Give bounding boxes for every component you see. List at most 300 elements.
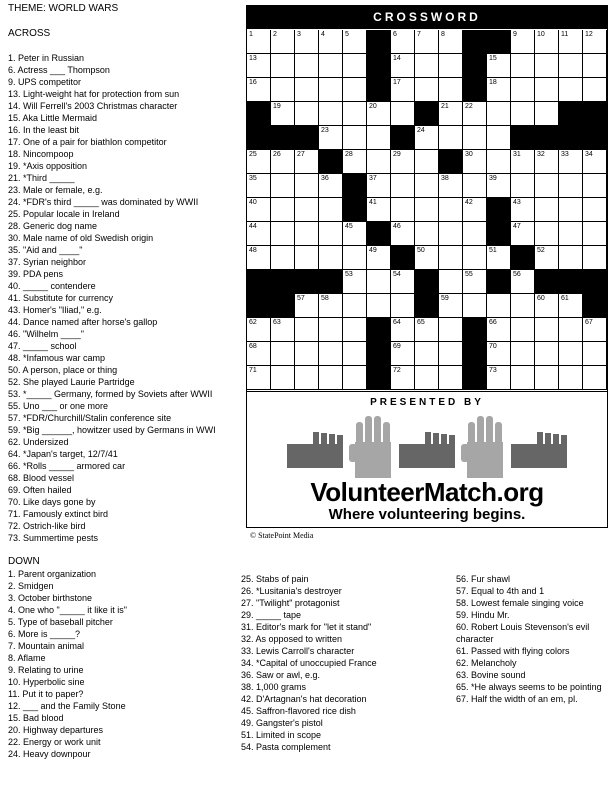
clue-item: 25. Popular locale in Ireland <box>8 209 120 219</box>
grid-cell[interactable] <box>343 150 367 174</box>
black-square <box>343 198 367 222</box>
clue-item: 18. Nincompoop <box>8 149 74 159</box>
grid-cell[interactable] <box>559 54 583 78</box>
clue-item: 37. Syrian neighbor <box>8 257 87 267</box>
clue-number: 11 <box>561 31 569 38</box>
grid-cell[interactable] <box>535 174 559 198</box>
clue-item: 15. Aka Little Mermaid <box>8 113 98 123</box>
grid-cell[interactable] <box>391 54 415 78</box>
grid-cell[interactable] <box>271 174 295 198</box>
grid-cell[interactable] <box>487 78 511 102</box>
grid-cell[interactable] <box>319 294 343 318</box>
grid-cell[interactable] <box>583 78 607 102</box>
grid-cell[interactable] <box>319 174 343 198</box>
clue-number: 38 <box>441 175 449 182</box>
black-square <box>367 222 391 246</box>
hand-icon <box>399 432 455 468</box>
grid-cell[interactable] <box>295 222 319 246</box>
grid-cell[interactable] <box>247 30 271 54</box>
clue-item: 52. She played Laurie Partridge <box>8 377 135 387</box>
clue-item: 35. "Aid and ____" <box>8 245 83 255</box>
grid-cell[interactable] <box>391 150 415 174</box>
grid-cell[interactable] <box>319 126 343 150</box>
grid-cell[interactable] <box>439 126 463 150</box>
grid-cell[interactable] <box>439 174 463 198</box>
grid-cell[interactable] <box>319 54 343 78</box>
crossword-grid <box>247 30 607 390</box>
clue-number: 60 <box>537 295 545 302</box>
grid-cell[interactable] <box>247 246 271 270</box>
grid-cell[interactable] <box>439 270 463 294</box>
clue-item: 6. Actress ___ Thompson <box>8 65 110 75</box>
clue-item: 7. Mountain animal <box>8 641 85 651</box>
grid-cell[interactable] <box>367 246 391 270</box>
grid-cell[interactable] <box>535 54 559 78</box>
clue-item: 39. PDA pens <box>8 269 64 279</box>
grid-cell[interactable] <box>487 126 511 150</box>
grid-cell[interactable] <box>511 294 535 318</box>
black-square <box>559 270 583 294</box>
grid-cell[interactable] <box>247 318 271 342</box>
grid-cell[interactable] <box>439 30 463 54</box>
grid-cell[interactable] <box>271 198 295 222</box>
grid-cell[interactable] <box>463 246 487 270</box>
grid-cell[interactable] <box>367 102 391 126</box>
clue-number: 72 <box>393 367 401 374</box>
black-square <box>487 30 511 54</box>
clue-number: 6 <box>393 31 397 38</box>
grid-cell[interactable] <box>463 174 487 198</box>
grid-cell[interactable] <box>247 54 271 78</box>
clue-number: 63 <box>273 319 281 326</box>
grid-cell[interactable] <box>439 54 463 78</box>
clue-number: 8 <box>441 31 445 38</box>
grid-cell[interactable] <box>559 222 583 246</box>
grid-cell[interactable] <box>343 126 367 150</box>
grid-cell[interactable] <box>439 318 463 342</box>
grid-cell[interactable] <box>271 366 295 390</box>
black-square <box>319 150 343 174</box>
grid-cell[interactable] <box>271 102 295 126</box>
grid-cell[interactable] <box>583 342 607 366</box>
clue-number: 71 <box>249 367 257 374</box>
grid-cell[interactable] <box>559 174 583 198</box>
grid-cell[interactable] <box>487 366 511 390</box>
grid-cell[interactable] <box>343 246 367 270</box>
clue-item: 73. Summertime pests <box>8 533 99 543</box>
clue-item: 24. *FDR's third _____ was dominated by WWII <box>8 197 199 207</box>
black-square <box>295 126 319 150</box>
clue-item: 29. _____ tape <box>241 610 302 620</box>
grid-cell[interactable] <box>535 294 559 318</box>
grid-cell[interactable] <box>343 222 367 246</box>
grid-cell[interactable] <box>439 342 463 366</box>
grid-cell[interactable] <box>559 342 583 366</box>
grid-cell[interactable] <box>391 342 415 366</box>
grid-cell[interactable] <box>319 198 343 222</box>
grid-cell[interactable] <box>511 318 535 342</box>
grid-cell[interactable] <box>319 366 343 390</box>
clue-item: 32. As opposed to written <box>241 634 343 644</box>
clue-item: 36. Saw or awl, e.g. <box>241 670 321 680</box>
clue-item: 62. Melancholy <box>456 658 517 668</box>
grid-cell[interactable] <box>535 318 559 342</box>
black-square <box>391 126 415 150</box>
black-square <box>463 78 487 102</box>
grid-cell[interactable] <box>343 366 367 390</box>
clue-item: 23. Male or female, e.g. <box>8 185 103 195</box>
grid-cell[interactable] <box>415 150 439 174</box>
black-square <box>343 174 367 198</box>
volunteermatch-hands-logo <box>287 414 567 478</box>
grid-cell[interactable] <box>391 198 415 222</box>
grid-cell[interactable] <box>415 198 439 222</box>
clue-number: 33 <box>561 151 569 158</box>
clue-item: 13. Light-weight hat for protection from sun <box>8 89 180 99</box>
grid-cell[interactable] <box>583 366 607 390</box>
grid-cell[interactable] <box>559 366 583 390</box>
clue-number: 70 <box>489 343 497 350</box>
black-square <box>271 126 295 150</box>
black-square <box>247 294 271 318</box>
clue-item: 57. Equal to 4th and 1 <box>456 586 545 596</box>
grid-cell[interactable] <box>487 294 511 318</box>
grid-cell[interactable] <box>247 174 271 198</box>
grid-cell[interactable] <box>487 54 511 78</box>
grid-cell[interactable] <box>295 366 319 390</box>
grid-cell[interactable] <box>511 222 535 246</box>
clue-number: 30 <box>465 151 473 158</box>
down-clue-column-2 <box>241 573 446 753</box>
black-square <box>583 102 607 126</box>
grid-cell[interactable] <box>319 102 343 126</box>
grid-cell[interactable] <box>367 174 391 198</box>
black-square <box>271 294 295 318</box>
grid-cell[interactable] <box>295 30 319 54</box>
grid-cell[interactable] <box>535 150 559 174</box>
clue-item: 49. Gangster's pistol <box>241 718 323 728</box>
grid-cell[interactable] <box>343 78 367 102</box>
clue-item: 48. *Infamous war camp <box>8 353 106 363</box>
grid-cell[interactable] <box>439 222 463 246</box>
grid-cell[interactable] <box>391 222 415 246</box>
grid-cell[interactable] <box>271 246 295 270</box>
grid-cell[interactable] <box>463 222 487 246</box>
grid-cell[interactable] <box>583 246 607 270</box>
black-square <box>391 246 415 270</box>
clue-item: 59. *Big ______, howitzer used by Germans in WWI <box>8 425 216 435</box>
grid-cell[interactable] <box>511 174 535 198</box>
grid-cell[interactable] <box>439 246 463 270</box>
grid-cell[interactable] <box>511 198 535 222</box>
black-square <box>463 366 487 390</box>
grid-cell[interactable] <box>559 294 583 318</box>
sponsor-block <box>247 391 607 528</box>
black-square <box>583 294 607 318</box>
grid-cell[interactable] <box>391 294 415 318</box>
black-square <box>583 126 607 150</box>
grid-cell[interactable] <box>391 102 415 126</box>
clue-number: 47 <box>513 223 521 230</box>
clue-item: 24. Heavy downpour <box>8 749 91 759</box>
grid-cell[interactable] <box>271 318 295 342</box>
grid-cell[interactable] <box>463 150 487 174</box>
clue-number: 46 <box>393 223 401 230</box>
clue-number: 2 <box>273 31 277 38</box>
grid-cell[interactable] <box>487 102 511 126</box>
grid-cell[interactable] <box>343 54 367 78</box>
clue-number: 37 <box>369 175 377 182</box>
theme-title: THEME: WORLD WARS <box>8 3 119 14</box>
grid-cell[interactable] <box>295 342 319 366</box>
grid-cell[interactable] <box>439 198 463 222</box>
grid-cell[interactable] <box>439 294 463 318</box>
clue-item: 38. 1,000 grams <box>241 682 307 692</box>
grid-cell[interactable] <box>583 150 607 174</box>
grid-cell[interactable] <box>391 270 415 294</box>
clue-item: 1. Parent organization <box>8 569 97 579</box>
grid-cell[interactable] <box>367 126 391 150</box>
clue-item: 62. Undersized <box>8 437 69 447</box>
grid-cell[interactable] <box>487 318 511 342</box>
clue-item: 22. Energy or work unit <box>8 737 101 747</box>
clue-number: 39 <box>489 175 497 182</box>
grid-cell[interactable] <box>295 174 319 198</box>
grid-cell[interactable] <box>271 54 295 78</box>
clue-item: 70. Like days gone by <box>8 497 96 507</box>
grid-cell[interactable] <box>487 174 511 198</box>
black-square <box>511 126 535 150</box>
grid-cell[interactable] <box>271 222 295 246</box>
grid-cell[interactable] <box>463 198 487 222</box>
grid-cell[interactable] <box>415 30 439 54</box>
clue-item: 21. *Third _____ <box>8 173 75 183</box>
grid-cell[interactable] <box>487 342 511 366</box>
clue-number: 73 <box>489 367 497 374</box>
grid-cell[interactable] <box>343 102 367 126</box>
clue-number: 56 <box>513 271 521 278</box>
grid-cell[interactable] <box>511 54 535 78</box>
clue-number: 34 <box>585 151 593 158</box>
grid-cell[interactable] <box>247 222 271 246</box>
clue-number: 28 <box>345 151 353 158</box>
clue-item: 31. Editor's mark for "let it stand" <box>241 622 372 632</box>
grid-cell[interactable] <box>415 318 439 342</box>
grid-cell[interactable] <box>391 30 415 54</box>
grid-cell[interactable] <box>295 102 319 126</box>
grid-cell[interactable] <box>319 78 343 102</box>
grid-cell[interactable] <box>487 150 511 174</box>
clue-number: 55 <box>465 271 473 278</box>
black-square <box>559 102 583 126</box>
grid-cell[interactable] <box>247 342 271 366</box>
black-square <box>439 150 463 174</box>
grid-cell[interactable] <box>295 294 319 318</box>
grid-cell[interactable] <box>295 54 319 78</box>
grid-cell[interactable] <box>463 270 487 294</box>
grid-cell[interactable] <box>559 78 583 102</box>
grid-cell[interactable] <box>415 78 439 102</box>
black-square <box>463 30 487 54</box>
grid-cell[interactable] <box>247 366 271 390</box>
grid-cell[interactable] <box>487 246 511 270</box>
grid-cell[interactable] <box>463 102 487 126</box>
clue-number: 24 <box>417 127 425 134</box>
grid-cell[interactable] <box>535 246 559 270</box>
grid-cell[interactable] <box>511 30 535 54</box>
grid-cell[interactable] <box>415 126 439 150</box>
hand-icon <box>349 416 391 478</box>
clue-item: 33. Lewis Carroll's character <box>241 646 355 656</box>
grid-cell[interactable] <box>535 342 559 366</box>
black-square <box>367 54 391 78</box>
grid-cell[interactable] <box>583 54 607 78</box>
black-square <box>367 366 391 390</box>
grid-cell[interactable] <box>391 366 415 390</box>
grid-cell[interactable] <box>367 198 391 222</box>
clue-item: 26. *Lusitania's destroyer <box>241 586 342 596</box>
black-square <box>367 30 391 54</box>
grid-cell[interactable] <box>247 150 271 174</box>
grid-cell[interactable] <box>511 102 535 126</box>
grid-cell[interactable] <box>415 222 439 246</box>
clue-number: 13 <box>249 55 257 62</box>
grid-cell[interactable] <box>343 318 367 342</box>
grid-cell[interactable] <box>391 78 415 102</box>
grid-cell[interactable] <box>415 174 439 198</box>
sponsor-tagline: Where volunteering begins. <box>328 506 526 523</box>
grid-cell[interactable] <box>343 342 367 366</box>
clue-item: 47. _____ school <box>8 341 77 351</box>
clue-item: 50. A person, place or thing <box>8 365 118 375</box>
clue-number: 51 <box>489 247 497 254</box>
grid-cell[interactable] <box>319 318 343 342</box>
across-clue-list <box>8 52 244 544</box>
grid-cell[interactable] <box>511 150 535 174</box>
grid-cell[interactable] <box>511 366 535 390</box>
grid-cell[interactable] <box>367 150 391 174</box>
presented-by-label: PRESENTED BY <box>370 397 484 408</box>
clue-number: 58 <box>321 295 329 302</box>
clue-number: 41 <box>369 199 377 206</box>
grid-cell[interactable] <box>391 318 415 342</box>
grid-cell[interactable] <box>583 222 607 246</box>
grid-cell[interactable] <box>439 366 463 390</box>
grid-cell[interactable] <box>439 102 463 126</box>
grid-cell[interactable] <box>511 342 535 366</box>
grid-cell[interactable] <box>367 270 391 294</box>
black-square <box>463 342 487 366</box>
grid-cell[interactable] <box>535 102 559 126</box>
clue-number: 69 <box>393 343 401 350</box>
grid-cell[interactable] <box>559 30 583 54</box>
grid-cell[interactable] <box>583 198 607 222</box>
grid-cell[interactable] <box>463 294 487 318</box>
grid-cell[interactable] <box>295 318 319 342</box>
grid-cell[interactable] <box>271 150 295 174</box>
grid-cell[interactable] <box>319 222 343 246</box>
grid-cell[interactable] <box>391 174 415 198</box>
black-square <box>583 270 607 294</box>
grid-cell[interactable] <box>343 294 367 318</box>
across-heading: ACROSS <box>8 28 51 39</box>
black-square <box>511 246 535 270</box>
clue-item: 42. D'Artagnan's hat decoration <box>241 694 367 704</box>
grid-cell[interactable] <box>295 198 319 222</box>
grid-cell[interactable] <box>319 30 343 54</box>
grid-cell[interactable] <box>583 30 607 54</box>
credit-line: © StatePoint Media <box>250 531 314 540</box>
clue-number: 16 <box>249 79 257 86</box>
grid-cell[interactable] <box>415 342 439 366</box>
grid-cell[interactable] <box>415 54 439 78</box>
clue-number: 59 <box>441 295 449 302</box>
clue-item: 55. Uno ___ or one more <box>8 401 109 411</box>
clue-item: 67. Half the width of an em, pl. <box>456 694 578 704</box>
grid-cell[interactable] <box>319 246 343 270</box>
grid-cell[interactable] <box>295 78 319 102</box>
black-square <box>295 270 319 294</box>
grid-cell[interactable] <box>367 294 391 318</box>
grid-cell[interactable] <box>535 78 559 102</box>
grid-cell[interactable] <box>343 30 367 54</box>
grid-cell[interactable] <box>415 246 439 270</box>
clue-number: 23 <box>321 127 329 134</box>
grid-cell[interactable] <box>271 78 295 102</box>
grid-cell[interactable] <box>271 30 295 54</box>
clue-item: 56. Fur shawl <box>456 574 511 584</box>
grid-cell[interactable] <box>559 246 583 270</box>
grid-cell[interactable] <box>319 342 343 366</box>
clue-item: 4. One who "_____ it like it is" <box>8 605 127 615</box>
hand-icon <box>511 432 567 468</box>
clue-number: 61 <box>561 295 569 302</box>
crossword-title: CROSSWORD <box>247 6 607 29</box>
black-square <box>319 270 343 294</box>
grid-cell[interactable] <box>247 78 271 102</box>
clue-item: 19. *Axis opposition <box>8 161 88 171</box>
grid-cell[interactable] <box>511 270 535 294</box>
grid-cell[interactable] <box>247 198 271 222</box>
grid-cell[interactable] <box>559 198 583 222</box>
grid-cell[interactable] <box>271 342 295 366</box>
grid-cell[interactable] <box>511 78 535 102</box>
grid-cell[interactable] <box>295 150 319 174</box>
clue-item: 72. Ostrich-like bird <box>8 521 86 531</box>
grid-cell[interactable] <box>415 366 439 390</box>
clue-number: 27 <box>297 151 305 158</box>
black-square <box>487 270 511 294</box>
clue-item: 57. *FDR/Churchill/Stalin conference site <box>8 413 172 423</box>
black-square <box>415 294 439 318</box>
grid-cell[interactable] <box>295 246 319 270</box>
grid-cell[interactable] <box>535 366 559 390</box>
grid-cell[interactable] <box>343 270 367 294</box>
grid-cell[interactable] <box>535 222 559 246</box>
clue-number: 36 <box>321 175 329 182</box>
grid-cell[interactable] <box>583 318 607 342</box>
grid-cell[interactable] <box>559 150 583 174</box>
grid-cell[interactable] <box>559 318 583 342</box>
grid-cell[interactable] <box>535 30 559 54</box>
grid-cell[interactable] <box>583 174 607 198</box>
black-square <box>463 54 487 78</box>
grid-cell[interactable] <box>463 126 487 150</box>
grid-cell[interactable] <box>535 198 559 222</box>
grid-cell[interactable] <box>439 78 463 102</box>
clue-item: 44. Dance named after horse's gallop <box>8 317 158 327</box>
clue-item: 15. Bad blood <box>8 713 64 723</box>
